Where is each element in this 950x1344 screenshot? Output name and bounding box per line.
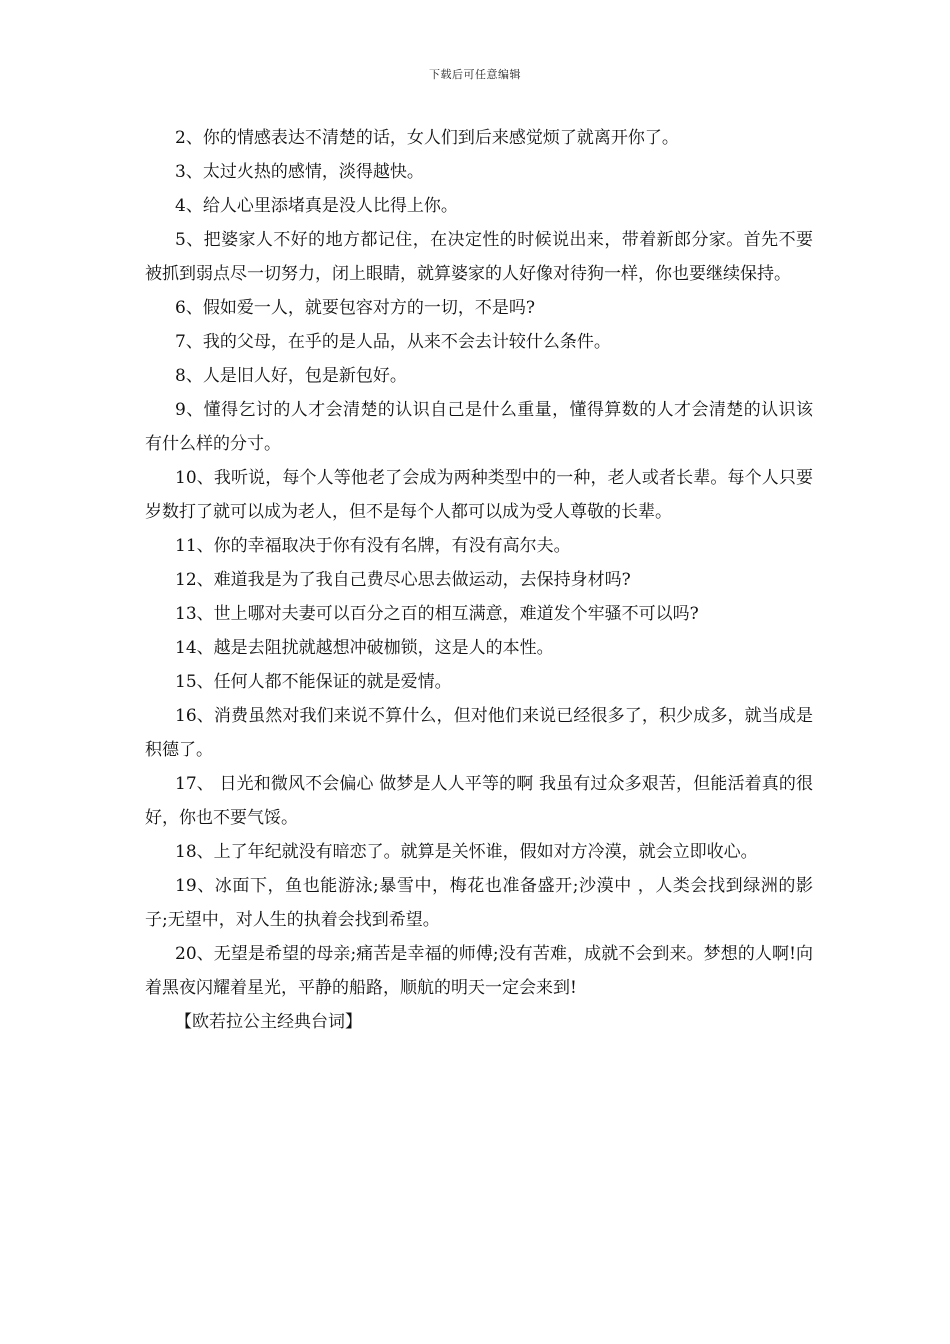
section-heading: 【欧若拉公主经典台词】 [175,1012,362,1032]
paragraph: 5、把婆家人不好的地方都记住，在决定性的时候说出来，带着新郎分家。首先不要被抓到弱点尽一切努力，闭上眼睛，就算婆家的人好像对待狗一样，你也要继续保持。 [145,230,813,284]
paragraph: 14、越是去阻扰就越想冲破枷锁，这是人的本性。 [175,638,554,658]
paragraph: 7、我的父母，在乎的是人品，从来不会去计较什么条件。 [175,332,611,352]
paragraph: 16、消费虽然对我们来说不算什么，但对他们来说已经很多了，积少成多，就当成是积德了。 [145,706,813,760]
paragraph: 2、你的情感表达不清楚的话，女人们到后来感觉烦了就离开你了。 [175,128,679,148]
paragraph: 13、世上哪对夫妻可以百分之百的相互满意，难道发个牢骚不可以吗? [175,604,699,624]
paragraph: 4、给人心里添堵真是没人比得上你。 [175,196,458,216]
paragraph: 18、上了年纪就没有暗恋了。就算是关怀谁，假如对方冷漠，就会立即收心。 [175,842,758,862]
page-header: 下载后可任意编辑 [429,68,521,81]
paragraph: 17、 日光和微风不会偏心 做梦是人人平等的啊 我虽有过众多艰苦，但能活着真的很好，你也不要气馁。 [145,774,813,828]
document-body [145,121,813,1039]
paragraph: 10、我听说，每个人等他老了会成为两种类型中的一种，老人或者长辈。每个人只要岁数打了就可以成为老人，但不是每个人都可以成为受人尊敬的长辈。 [145,468,813,522]
paragraph: 12、难道我是为了我自己费尽心思去做运动，去保持身材吗? [175,570,631,590]
paragraph: 20、无望是希望的母亲;痛苦是幸福的师傅;没有苦难，成就不会到来。梦想的人啊!向着黑夜闪耀着星光，平静的船路，顺航的明天一定会来到! [145,944,813,998]
paragraph: 9、懂得乞讨的人才会清楚的认识自己是什么重量，懂得算数的人才会清楚的认识该有什么样的分寸。 [145,400,813,454]
paragraph: 3、太过火热的感情，淡得越快。 [175,162,424,182]
paragraph: 11、你的幸福取决于你有没有名牌，有没有高尔夫。 [175,536,571,556]
paragraph: 15、任何人都不能保证的就是爱情。 [175,672,452,692]
paragraph: 19、冰面下，鱼也能游泳;暴雪中，梅花也准备盛开;沙漠中 ，人类会找到绿洲的影子;无望中，对人生的执着会找到希望。 [145,876,813,930]
paragraph: 6、假如爱一人，就要包容对方的一切，不是吗? [175,298,535,318]
paragraph: 8、人是旧人好，包是新包好。 [175,366,407,386]
